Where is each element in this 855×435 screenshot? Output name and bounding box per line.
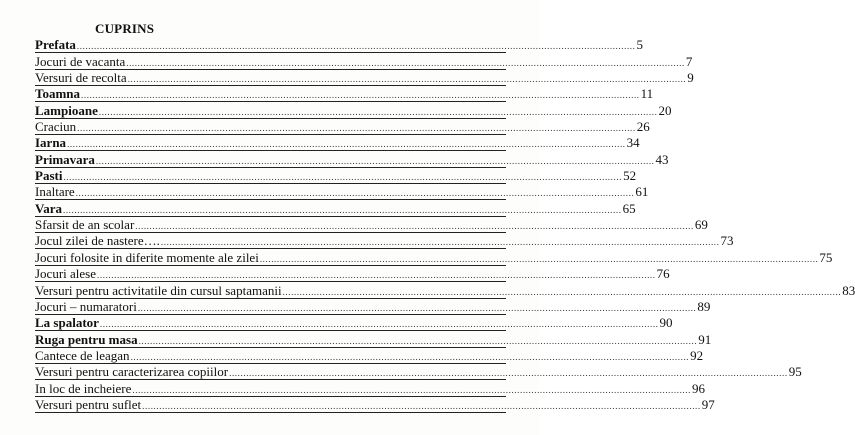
- toc-entry-iarna: [35, 135, 640, 151]
- toc-entry-label: Versuri pentru caracterizarea copiilor: [35, 364, 229, 380]
- dot-leader: ....................................................................................................................................................................................................: [282, 286, 842, 297]
- toc-entry-page: 95: [788, 364, 802, 380]
- dot-leader: ....................................................................................................................................................................................................: [259, 253, 819, 264]
- toc-entry-page: 97: [701, 396, 715, 412]
- toc-entry-toamna: [35, 86, 654, 102]
- dot-leader: ....................................................................................................................................................................................................: [62, 204, 622, 215]
- toc-entry-primavara: [35, 151, 669, 167]
- toc-entry-label: Primavara: [35, 151, 95, 167]
- toc-entry-page: 83: [842, 282, 855, 298]
- toc-entry-page: 91: [698, 331, 712, 347]
- toc-entry-versuri-de-recolta: [35, 70, 694, 86]
- toc-entry-label: Vara: [35, 200, 62, 216]
- dot-leader: ....................................................................................................................................................................................................: [76, 41, 636, 52]
- dot-leader: ....................................................................................................................................................................................................: [75, 188, 635, 199]
- toc-entry-page: 26: [636, 119, 650, 135]
- toc-entry-prefata: [35, 37, 644, 53]
- toc-entry-lampioane: [35, 102, 672, 118]
- dot-leader: ....................................................................................................................................................................................................: [97, 270, 656, 281]
- dot-leader: ....................................................................................................................................................................................................: [98, 106, 658, 117]
- toc-entry-page: 52: [623, 168, 637, 184]
- toc-entry-page: 5: [636, 37, 644, 53]
- table-of-contents: [35, 37, 855, 413]
- toc-entry-jocuri-folosite: [35, 249, 833, 265]
- toc-entry-label: Versuri pentru suflet: [35, 396, 142, 412]
- dot-leader: ....................................................................................................................................................................................................: [127, 74, 687, 85]
- toc-entry-label: Iarna: [35, 135, 67, 151]
- toc-entry-label: Jocuri de vacanta: [35, 53, 126, 69]
- toc-entry-page: 89: [697, 298, 711, 314]
- dot-leader: ....................................................................................................................................................................................................: [99, 319, 659, 330]
- dot-leader: ....................................................................................................................................................................................................: [132, 384, 691, 395]
- toc-entry-vara: [35, 200, 636, 216]
- dot-leader: ....................................................................................................................................................................................................: [137, 302, 697, 313]
- dot-leader: ....................................................................................................................................................................................................: [95, 155, 655, 166]
- toc-entry-sfarsit-de-an-scolar: [35, 217, 708, 233]
- toc-entry-page: 69: [694, 217, 708, 233]
- toc-entry-page: 11: [640, 86, 654, 102]
- toc-entry-page: 73: [720, 233, 734, 249]
- toc-entry-page: 43: [655, 151, 669, 167]
- toc-entry-label: Inaltare: [35, 184, 75, 200]
- toc-entry-label: Jocul zilei de nastere….: [35, 233, 160, 249]
- dot-leader: ....................................................................................................................................................................................................: [77, 123, 636, 134]
- toc-entry-page: 96: [691, 380, 705, 396]
- toc-entry-label: Versuri de recolta: [35, 70, 127, 86]
- toc-entry-jocuri-numaratori: [35, 298, 711, 315]
- toc-entry-la-spalator: [35, 315, 673, 331]
- dot-leader: ....................................................................................................................................................................................................: [81, 90, 640, 101]
- dot-leader: ....................................................................................................................................................................................................: [138, 335, 698, 346]
- toc-entry-label: Cantece de leagan: [35, 347, 130, 363]
- dot-leader: ....................................................................................................................................................................................................: [126, 57, 685, 68]
- toc-entry-jocul-zilei-de-nastere: [35, 233, 734, 249]
- toc-entry-pasti: [35, 168, 637, 184]
- toc-entry-page: 9: [687, 70, 694, 86]
- toc-entry-label: Versuri pentru activitatile din cursul saptamanii: [35, 282, 282, 298]
- toc-entry-ruga-pentru-masa: [35, 331, 712, 347]
- toc-entry-page: 61: [635, 184, 649, 200]
- toc-entry-page: 65: [622, 200, 636, 216]
- toc-entry-page: 92: [690, 347, 704, 363]
- toc-entry-page: 34: [626, 135, 640, 151]
- toc-entry-label: In loc de incheiere: [35, 380, 132, 396]
- toc-entry-jocuri-de-vacanta: [35, 53, 693, 69]
- toc-entry-label: Lampioane: [35, 102, 98, 118]
- toc-entry-page: 75: [819, 249, 833, 265]
- dot-leader: ....................................................................................................................................................................................................: [160, 237, 720, 248]
- toc-entry-label: Craciun: [35, 119, 77, 135]
- dot-leader: ....................................................................................................................................................................................................: [142, 400, 701, 411]
- toc-entry-page: 76: [656, 266, 670, 282]
- toc-entry-versuri-caracterizare: [35, 364, 802, 380]
- toc-entry-label: Sfarsit de an scolar: [35, 217, 135, 233]
- toc-entry-craciun: [35, 119, 650, 135]
- toc-entry-label: Ruga pentru masa: [35, 331, 138, 347]
- toc-entry-versuri-pentru-suflet: [35, 396, 715, 413]
- dot-leader: ....................................................................................................................................................................................................: [130, 351, 690, 362]
- toc-entry-label: Jocuri – numaratori: [35, 298, 137, 314]
- toc-entry-label: Jocuri alese: [35, 266, 97, 282]
- toc-entry-page: 90: [659, 315, 673, 331]
- toc-entry-page: 20: [658, 102, 672, 118]
- toc-entry-jocuri-alese: [35, 266, 670, 282]
- toc-entry-label: Prefata: [35, 37, 76, 53]
- toc-entry-label: Pasti: [35, 168, 63, 184]
- toc-entry-label: La spalator: [35, 315, 99, 331]
- toc-entry-page: 7: [685, 53, 693, 69]
- dot-leader: ....................................................................................................................................................................................................: [63, 172, 623, 183]
- toc-entry-label: Jocuri folosite in diferite momente ale zilei: [35, 249, 259, 265]
- dot-leader: ....................................................................................................................................................................................................: [135, 221, 694, 232]
- toc-entry-cantece-de-leagan: [35, 347, 704, 364]
- dot-leader: ....................................................................................................................................................................................................: [67, 139, 626, 150]
- toc-entry-label: Toamna: [35, 86, 81, 102]
- dot-leader: ....................................................................................................................................................................................................: [229, 368, 788, 379]
- toc-entry-versuri-activitati: [35, 282, 855, 298]
- toc-entry-inaltare: [35, 184, 649, 200]
- toc-title: CUPRINS: [95, 21, 155, 36]
- toc-entry-in-loc-de-incheiere: [35, 380, 705, 396]
